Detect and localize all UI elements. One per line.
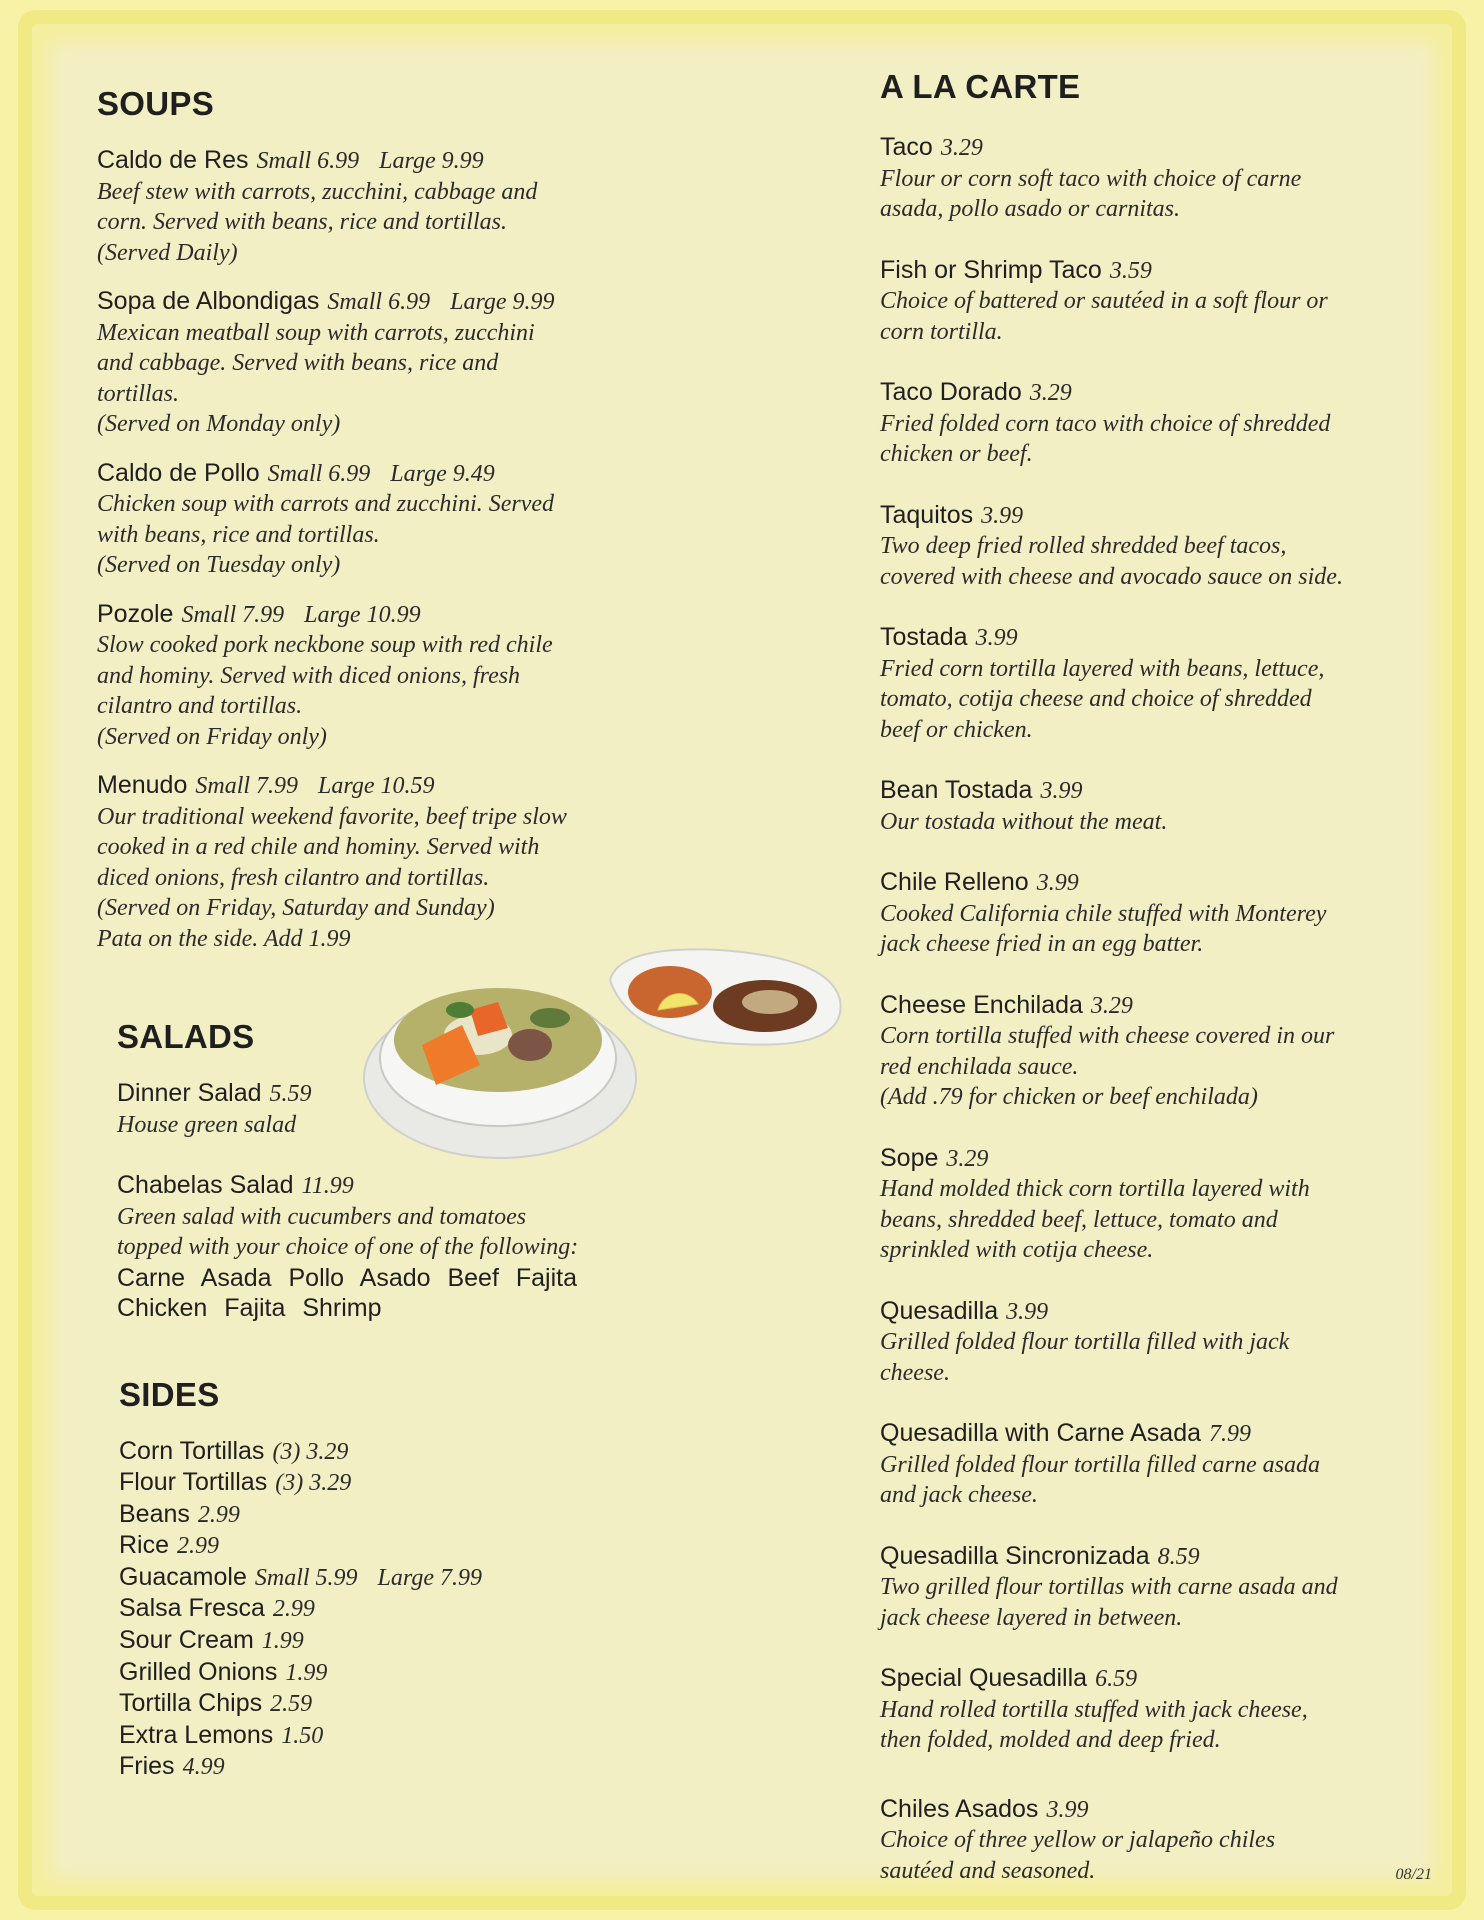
menu-item-taquitos: Taquitos 3.99 Two deep fried rolled shredded beef tacos, covered with cheese and avocado sauce on side. (880, 500, 1343, 590)
item-price-large: Large 10.99 (304, 601, 421, 628)
item-desc-line: Green salad with cucumbers and tomatoes (117, 1203, 527, 1230)
item-desc-line: diced onions, fresh cilantro and tortillas. (97, 864, 490, 891)
side-item: Rice 2.99 (119, 1531, 220, 1560)
item-desc-line: topped with your choice of one of the following: (117, 1234, 579, 1260)
food-illustration (360, 940, 880, 1200)
section-title-soups: SOUPS (97, 85, 215, 122)
side-item: Grilled Onions 1.99 (119, 1657, 328, 1686)
item-name: Caldo de Res (97, 146, 249, 174)
item-desc-line: Chicken soup with carrots and zucchini. Served (97, 491, 555, 517)
right-column (880, 68, 1420, 1916)
item-price-small: Small 7.99 (181, 601, 285, 628)
item-desc-line: and cabbage. Served with beans, rice and (97, 350, 499, 376)
item-desc-line: corn. Served with beans, rice and tortillas. (97, 209, 507, 235)
side-item: Beans 2.99 (119, 1499, 240, 1528)
soup-bowl-photo (364, 988, 636, 1158)
sides-section (119, 1376, 657, 1784)
salad-choices-line: Chicken Fajita Shrimp (117, 1294, 382, 1322)
item-desc-line: with beans, rice and tortillas. (97, 521, 380, 548)
item-desc-line: cooked in a red chile and hominy. Served with (97, 834, 540, 860)
item-price: 5.59 (269, 1081, 312, 1107)
item-desc-line: (Served on Tuesday only) (97, 552, 341, 578)
menu-item-sopa-de-albondigas (97, 286, 657, 440)
rice-and-beans-plate-photo (610, 949, 841, 1044)
left-column (97, 85, 657, 1783)
item-desc-line: cilantro and tortillas. (97, 693, 303, 719)
side-item: Fries 4.99 (119, 1752, 225, 1781)
side-item: Corn Tortillas (3) 3.29 (119, 1436, 349, 1465)
side-item: Extra Lemons 1.50 (119, 1720, 324, 1749)
menu-item-special-quesadilla: Special Quesadilla 6.59 Hand rolled tortilla stuffed with jack cheese, then folded, molded and deep fried. (880, 1664, 1308, 1753)
menu-item-tostada: Tostada 3.99 Fried corn tortilla layered with beans, lettuce, tomato, cotija cheese and choice of shredded beef or chicken. (880, 623, 1325, 743)
side-item: Flour Tortillas (3) 3.29 (119, 1468, 352, 1497)
menu-item-fish-or-shrimp-taco: Fish or Shrimp Taco 3.59 Choice of battered or sautéed in a soft flour or corn tortilla. (880, 255, 1328, 345)
item-name: Sopa de Albondigas (97, 287, 320, 315)
item-desc-line: tortillas. (97, 380, 180, 407)
menu-item-quesadilla: Quesadilla 3.99 Grilled folded flour tortilla filled with jack cheese. (880, 1296, 1290, 1386)
menu-item-taco: Taco 3.29 Flour or corn soft taco with choice of carne asada, pollo asado or carnitas. (880, 133, 1302, 222)
menu-item-quesadilla-carne-asada: Quesadilla with Carne Asada 7.99 Grilled folded flour tortilla filled carne asada and jack cheese. (880, 1419, 1320, 1508)
item-desc-line: and hominy. Served with diced onions, fresh (97, 662, 521, 689)
side-item: Sour Cream 1.99 (119, 1626, 304, 1655)
menu-item-sope: Sope 3.29 Hand molded thick corn tortilla layered with beans, shredded beef, lettuce, tomato and sprinkled with cotija cheese. (880, 1143, 1310, 1263)
menu-item-caldo-de-pollo (97, 458, 657, 581)
item-desc-line: (Served on Friday, Saturday and Sunday) (97, 895, 495, 921)
salad-choices-line: Carne Asada Pollo Asado Beef Fajita (117, 1263, 577, 1292)
menu-item-cheese-enchilada: Cheese Enchilada 3.29 Corn tortilla stuffed with cheese covered in our red enchilada sauce. (Add .79 for chicken or beef enchilada) (880, 990, 1335, 1110)
item-name: Chabelas Salad (117, 1171, 294, 1199)
menu-item-quesadilla-sincronizada: Quesadilla Sincronizada 8.59 Two grilled flour tortillas with carne asada and jack cheese layered in between. (880, 1541, 1338, 1631)
menu-item-taco-dorado: Taco Dorado 3.29 Fried folded corn taco with choice of shredded chicken or beef. (880, 378, 1331, 467)
item-desc-line: Our traditional weekend favorite, beef tripe slow (97, 803, 567, 830)
item-price-small: Small 6.99 (327, 289, 431, 315)
item-name: Caldo de Pollo (97, 458, 260, 487)
item-name: Dinner Salad (117, 1079, 262, 1107)
item-price-large: Large 9.99 (379, 148, 484, 174)
item-desc-line: Pata on the side. Add 1.99 (97, 925, 351, 952)
item-desc-line: Slow cooked pork neckbone soup with red chile (97, 632, 553, 658)
item-desc-line: (Served Daily) (97, 239, 238, 266)
soups-section (97, 85, 657, 954)
item-price-large: Large 10.59 (318, 773, 435, 799)
item-desc-line: House green salad (117, 1111, 297, 1138)
item-price-small: Small 6.99 (256, 148, 360, 174)
item-price-small: Small 6.99 (267, 460, 371, 487)
item-desc-line: (Served on Friday only) (97, 723, 327, 750)
item-price-large: Large 9.99 (450, 289, 555, 315)
menu-item-menudo (97, 770, 657, 954)
menu-item-caldo-de-res (97, 145, 657, 268)
menu-item-chile-relleno: Chile Relleno 3.99 Cooked California chile stuffed with Monterey jack cheese fried in an egg batter. (880, 868, 1327, 957)
item-desc-line: (Served on Monday only) (97, 411, 341, 437)
item-price-large: Large 9.49 (390, 460, 495, 487)
side-item: Tortilla Chips 2.59 (119, 1689, 313, 1718)
item-name: Menudo (97, 771, 188, 799)
side-item: Guacamole Small 5.99 Large 7.99 (119, 1562, 482, 1591)
section-title-sides: SIDES (119, 1375, 220, 1413)
menu-item-pozole (97, 599, 657, 753)
item-name: Pozole (97, 599, 174, 628)
section-title-a-la-carte: A LA CARTE (880, 68, 1081, 105)
side-item: Salsa Fresca 2.99 (119, 1594, 315, 1623)
item-price-small: Small 7.99 (195, 773, 299, 799)
menu-item-bean-tostada: Bean Tostada 3.99 Our tostada without the meat. (880, 776, 1168, 835)
item-desc-line: Beef stew with carrots, zucchini, cabbage and (97, 178, 538, 205)
item-price: 11.99 (301, 1173, 354, 1199)
section-title-salads: SALADS (117, 1018, 255, 1055)
item-desc-line: Mexican meatball soup with carrots, zucchini (97, 319, 535, 346)
menu-version-code: 08/21 (1395, 1866, 1432, 1883)
menu-item-chiles-asados: Chiles Asados 3.99 Choice of three yellow or jalapeño chiles sautéed and seasoned. (880, 1794, 1276, 1884)
